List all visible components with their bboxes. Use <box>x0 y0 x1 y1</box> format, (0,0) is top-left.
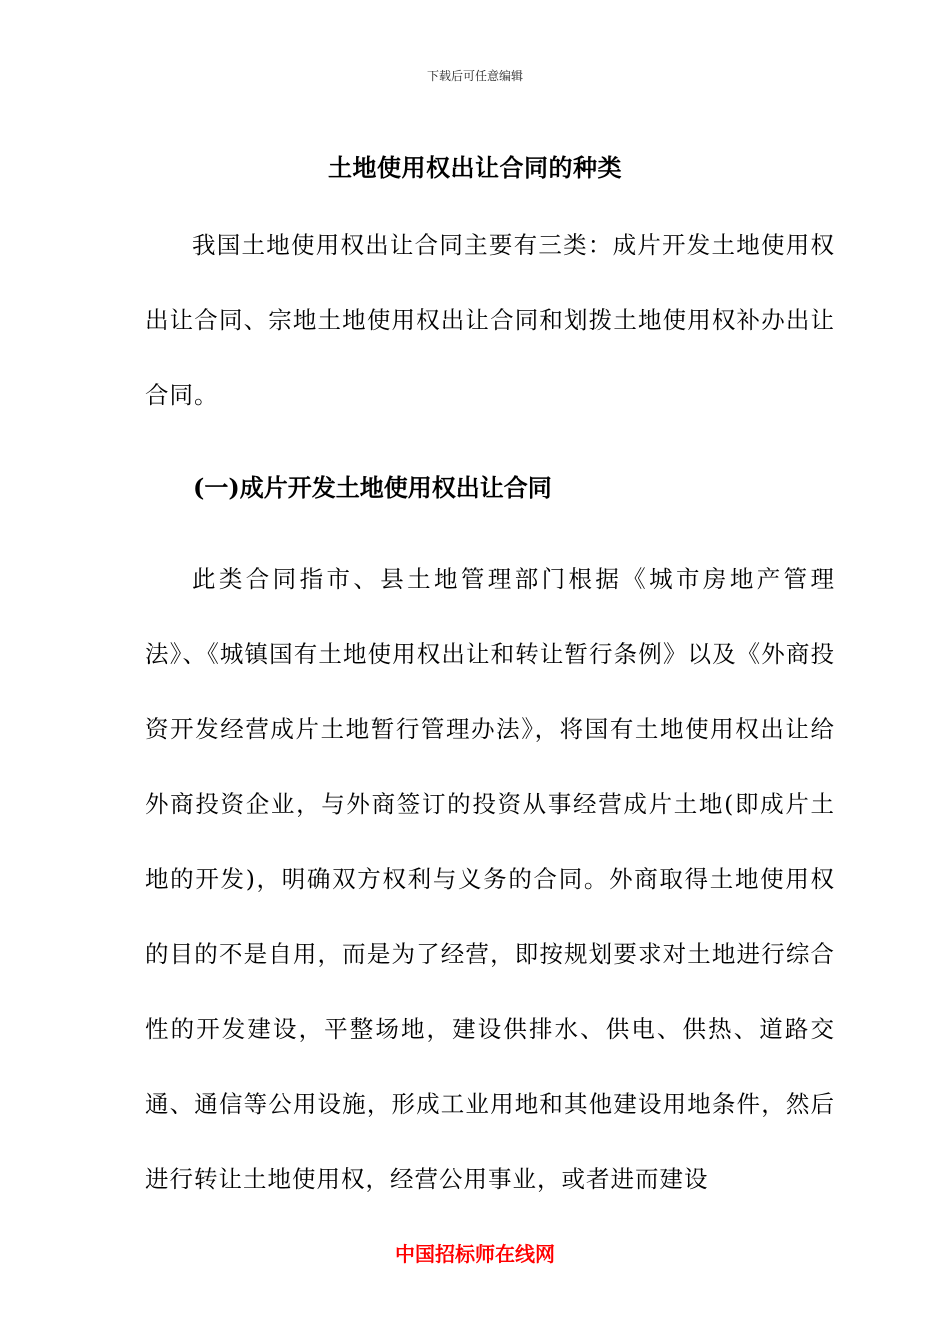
section-heading: (一)成片开发土地使用权出让合同 <box>193 473 552 502</box>
section-paragraph: 此类合同指市、县土地管理部门根据《城市房地产管理法》、《城镇国有土地使用权出让和转让暂行条例》以及《外商投资开发经营成片土地暂行管理办法》，将国有土地使用权出让给外商投资企业，与外商签订的投资从事经营成片土地(即成片土地的开发)，明确双方权利与义务的合同。外商取得土地使用权的目的不是自用，而是为了经营，即按规划要求对土地进行综合性的开发建设，平整场地，建设供排水、供电、供热、道路交通、通信等公用设施，形成工业用地和其他建设用地条件，然后进行转让土地使用权，经营公用事业，或者进而建设 <box>145 565 835 1193</box>
intro-paragraph: 我国土地使用权出让合同主要有三类：成片开发土地使用权出让合同、宗地土地使用权出让合同和划拨土地使用权补办出让合同。 <box>145 231 835 409</box>
document-title: 土地使用权出让合同的种类 <box>328 153 622 183</box>
header-note: 下载后可任意编辑 <box>426 69 523 83</box>
footer-site-name: 中国招标师在线网 <box>395 1242 555 1266</box>
